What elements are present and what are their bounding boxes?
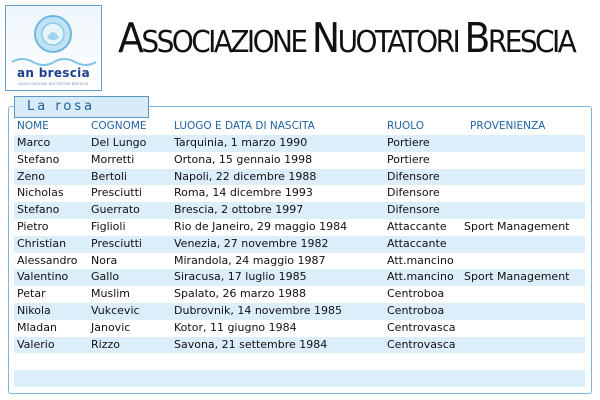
cell-ruolo: Centrovasca bbox=[387, 337, 456, 351]
cell-ruolo: Portiere bbox=[387, 152, 430, 166]
cell-ruolo: Centroboa bbox=[387, 303, 445, 317]
cell-nome: Nikola bbox=[17, 303, 51, 317]
cell-nome: Pietro bbox=[17, 219, 49, 233]
cell-ruolo: Centrovasca bbox=[387, 320, 456, 334]
club-logo bbox=[5, 5, 102, 91]
cell-cognome: Guerrato bbox=[91, 203, 140, 217]
wave-icon bbox=[12, 56, 96, 66]
header-ruolo: RUOLO bbox=[387, 120, 424, 132]
table-row bbox=[14, 152, 585, 169]
cell-ruolo: Portiere bbox=[387, 136, 430, 149]
cell-luogo-data: Kotor, 11 giugno 1984 bbox=[174, 320, 297, 334]
table-row bbox=[14, 219, 585, 236]
cell-luogo-data: Brescia, 2 ottobre 1997 bbox=[174, 203, 304, 217]
cell-ruolo: Centroboa bbox=[387, 287, 445, 301]
cell-cognome: Presciutti bbox=[91, 186, 142, 200]
cell-nome: Alessandro bbox=[17, 253, 78, 267]
cell-cognome: Morretti bbox=[91, 152, 135, 166]
page-title bbox=[118, 14, 574, 62]
table-row bbox=[14, 185, 585, 202]
cell-luogo-data: Tarquinia, 1 marzo 1990 bbox=[174, 136, 308, 149]
cell-nome: Valerio bbox=[17, 337, 55, 351]
cell-luogo-data: Napoli, 22 dicembre 1988 bbox=[174, 169, 317, 183]
cell-luogo-data: Roma, 14 dicembre 1993 bbox=[174, 186, 313, 200]
table-row bbox=[14, 286, 585, 303]
table-row-empty bbox=[14, 353, 585, 370]
title-part: RESCIA bbox=[487, 23, 575, 60]
table-row bbox=[14, 169, 585, 186]
cell-luogo-data: Savona, 21 settembre 1984 bbox=[174, 337, 328, 351]
cell-cognome: Muslim bbox=[91, 287, 131, 301]
cell-nome: Stefano bbox=[17, 203, 60, 217]
cell-ruolo: Attaccante bbox=[387, 236, 447, 250]
table-row-empty bbox=[14, 370, 585, 387]
cell-cognome: Rizzo bbox=[91, 337, 120, 351]
logo-name: an brescia bbox=[17, 66, 90, 80]
table-row bbox=[14, 269, 585, 286]
header-provenienza: PROVENIENZA bbox=[470, 120, 546, 132]
cell-cognome: Nora bbox=[91, 253, 118, 267]
cell-cognome: Del Lungo bbox=[91, 136, 147, 149]
cell-provenienza: Sport Management bbox=[464, 270, 570, 284]
table-row bbox=[14, 202, 585, 219]
cell-nome: Valentino bbox=[17, 270, 69, 284]
table-header bbox=[14, 120, 585, 135]
table-row bbox=[14, 320, 585, 337]
cell-nome: Marco bbox=[17, 136, 51, 149]
table-row bbox=[14, 337, 585, 354]
table-row bbox=[14, 135, 585, 152]
cell-luogo-data: Dubrovnik, 14 novembre 1985 bbox=[174, 303, 343, 317]
cell-provenienza: Sport Management bbox=[464, 219, 570, 233]
cell-cognome: Gallo bbox=[91, 270, 120, 284]
cell-cognome: Janovic bbox=[91, 320, 131, 334]
header-nome: NOME bbox=[17, 120, 49, 132]
header-luogo-data: LUOGO E DATA DI NASCITA bbox=[174, 120, 315, 132]
cell-ruolo: Attaccante bbox=[387, 219, 447, 233]
cell-cognome: Bertoli bbox=[91, 169, 127, 183]
header-cognome: COGNOME bbox=[91, 120, 147, 132]
cell-luogo-data: Rio de Janeiro, 29 maggio 1984 bbox=[174, 219, 348, 233]
cell-nome: Mladan bbox=[17, 320, 57, 334]
cell-ruolo: Difensore bbox=[387, 186, 440, 200]
cell-cognome: Figlioli bbox=[91, 219, 126, 233]
title-part: B bbox=[464, 14, 488, 62]
table-row bbox=[14, 303, 585, 320]
cell-ruolo: Att.mancino bbox=[387, 270, 454, 284]
cell-ruolo: Att.mancino bbox=[387, 253, 454, 267]
cell-luogo-data: Ortona, 15 gennaio 1998 bbox=[174, 152, 313, 166]
table-row bbox=[14, 253, 585, 270]
cell-luogo-data: Siracusa, 17 luglio 1985 bbox=[174, 270, 307, 284]
cell-luogo-data: Mirandola, 24 maggio 1987 bbox=[174, 253, 326, 267]
title-part: UOTATORI bbox=[337, 23, 465, 60]
cell-cognome: Presciutti bbox=[91, 236, 142, 250]
cell-cognome: Vukcevic bbox=[91, 303, 140, 317]
logo-subtitle: ASSOCIAZIONE NUOTATORI BRESCIA bbox=[18, 82, 89, 86]
cell-nome: Zeno bbox=[17, 169, 46, 183]
title-part: N bbox=[311, 14, 338, 62]
section-tab: La rosa bbox=[14, 96, 149, 118]
cell-nome: Nicholas bbox=[17, 186, 64, 200]
table-row bbox=[14, 236, 585, 253]
lion-crest-icon bbox=[33, 14, 73, 54]
cell-nome: Stefano bbox=[17, 152, 60, 166]
title-part: SSOCIAZIONE bbox=[141, 23, 312, 60]
cell-ruolo: Difensore bbox=[387, 169, 440, 183]
cell-nome: Petar bbox=[17, 287, 46, 301]
cell-ruolo: Difensore bbox=[387, 203, 440, 217]
roster-table bbox=[14, 120, 585, 387]
cell-nome: Christian bbox=[17, 236, 67, 250]
title-part: A bbox=[118, 14, 142, 62]
cell-luogo-data: Venezia, 27 novembre 1982 bbox=[174, 236, 329, 250]
cell-luogo-data: Spalato, 26 marzo 1988 bbox=[174, 287, 307, 301]
